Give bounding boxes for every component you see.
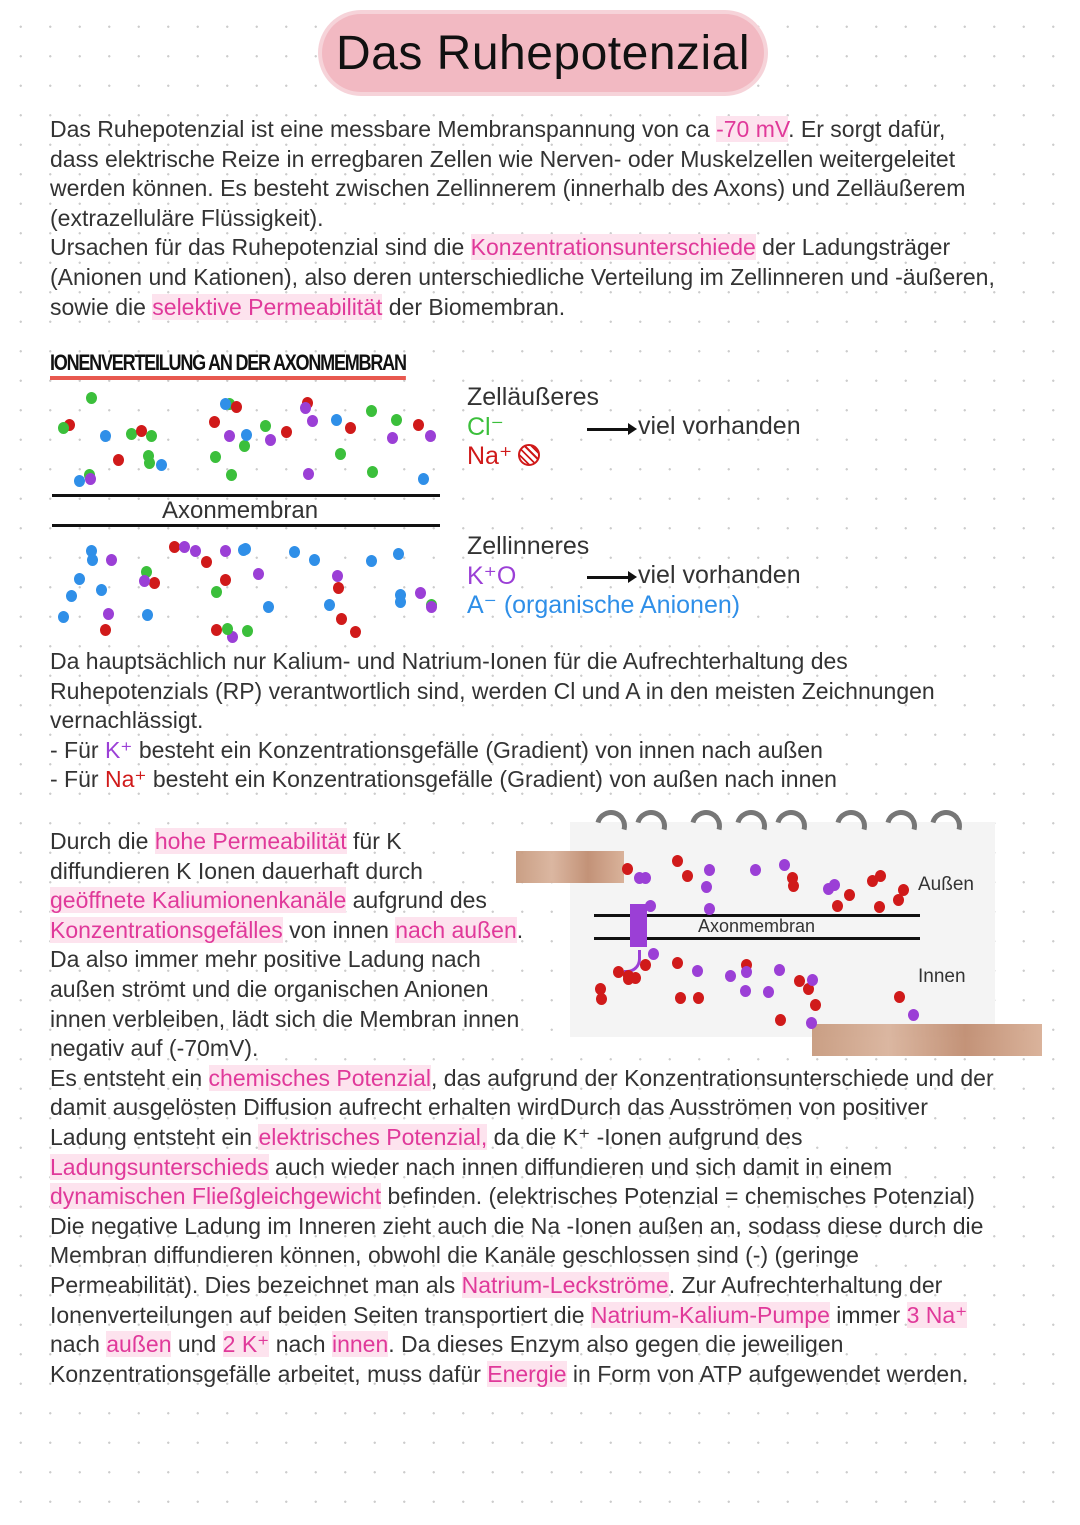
ion-dot [100, 624, 111, 636]
text-segment: innen verbleiben, lädt sich die Membran innen [50, 1005, 520, 1032]
text-line [50, 1241, 994, 1271]
highlighted-term: innen [331, 1331, 389, 1358]
ion-dot [58, 611, 69, 623]
text-line [50, 945, 994, 975]
text-segment: da die K⁺ -Ionen aufgrund des [487, 1123, 803, 1150]
ion-dot [393, 548, 404, 560]
ion-dot [241, 429, 252, 441]
text-segment: Durch die [50, 828, 155, 854]
arrow-icon [587, 576, 631, 579]
ion-dot [336, 613, 347, 625]
ion-dot [413, 419, 424, 431]
potassium-label [467, 561, 516, 591]
ion-dot [596, 993, 607, 1005]
highlighted-term: außen [106, 1331, 172, 1358]
ion-dot [289, 546, 300, 558]
ion-dot [367, 466, 378, 478]
ion-dot [211, 624, 222, 636]
ion-dot [309, 554, 320, 566]
text-line [50, 1153, 994, 1183]
ion-dot [763, 986, 774, 998]
highlighted-term: Konzentrationsgefälles [50, 916, 283, 943]
text-line [50, 115, 995, 145]
ion-dot [810, 999, 821, 1011]
text-segment: sowie die [50, 293, 153, 320]
ion-dot [85, 473, 96, 485]
text-line [50, 174, 995, 204]
ion-dot [672, 855, 683, 867]
text-segment: Es entsteht ein [50, 1064, 209, 1091]
ion-dot [775, 1014, 786, 1026]
ion-dot [693, 992, 704, 1004]
text-segment: aufgrund des [346, 887, 487, 914]
ion-dot [265, 434, 276, 446]
ion-dot [209, 416, 220, 428]
text-line [50, 1005, 994, 1035]
ion-dot [231, 401, 242, 413]
text-line [50, 647, 935, 677]
ion-dot [774, 964, 785, 976]
text-segment: Ladung entsteht ein [50, 1123, 259, 1150]
highlighted-term: Energie [487, 1360, 567, 1387]
ion-dot [281, 426, 292, 438]
ion-dot [146, 430, 157, 442]
ion-dot [220, 574, 231, 586]
ion-dot [324, 599, 335, 611]
text-segment: Permeabilität). Dies bezeichnet man als [50, 1271, 462, 1298]
text-line [50, 204, 995, 234]
ion-dot [426, 601, 437, 613]
text-segment: auch wieder nach innen diffundieren und sich damit in einem [268, 1153, 893, 1180]
highlighted-term: dynamischen Fließgleichgewicht [50, 1183, 382, 1210]
ion-dot [898, 884, 909, 896]
text-line [50, 263, 995, 293]
ion-dot [142, 609, 153, 621]
ion-dot [345, 422, 356, 434]
ion-dot [332, 570, 343, 582]
arrow-icon [587, 428, 631, 431]
ion-dot [391, 414, 402, 426]
highlighted-term: 3 Na⁺ [906, 1301, 968, 1328]
ion-dot [86, 392, 97, 404]
sodium-label: Na⁺ [467, 442, 513, 470]
section-heading: IONENVERTEILUNG AN DER AXONMEMBRAN [50, 350, 406, 380]
ion-dot [139, 575, 150, 587]
ion-dot [136, 425, 147, 437]
text-line [50, 233, 995, 263]
highlighted-term: -70 mV [716, 116, 789, 142]
ion-dot [303, 468, 314, 480]
outside-label: Außen [918, 874, 974, 895]
title-banner [322, 14, 764, 92]
anion-label: A⁻ (organische Anionen) [467, 591, 741, 619]
ion-dot [387, 432, 398, 444]
text-segment: besteht ein Konzentrationsgefälle (Gradient) von innen nach außen [132, 736, 823, 763]
highlighted-term: Natrium-Kalium-Pumpe [590, 1301, 830, 1328]
ion-dot [87, 554, 98, 566]
highlighted-term: geöffnete Kaliumionenkanäle [50, 887, 347, 914]
ion-dot [74, 573, 85, 585]
text-segment: dass elektrische Reize in erregbaren Zellen wie Nerven- oder Muskelzellen weitergeleitet [50, 145, 956, 172]
ion-dot [875, 870, 886, 882]
text-segment: besteht ein Konzentrationsgefälle (Gradient) von außen nach innen [146, 766, 837, 793]
text-segment: damit ausgelösten Diffusion aufrecht erhalten wirdDurch das Ausströmen von positiver [50, 1094, 928, 1121]
ion-dot [253, 568, 264, 580]
text-segment: der Ladungsträger [755, 234, 951, 261]
ion-dot [415, 587, 426, 599]
highlighted-term: nach außen [395, 916, 517, 943]
potassium-text: K⁺ [467, 562, 497, 590]
highlighted-term: elektrisches Potenzial, [258, 1123, 488, 1150]
ion-dot [366, 555, 377, 567]
ion-dot [350, 626, 361, 638]
membrane-label: Axonmembran [162, 497, 319, 524]
text-segment: . Da dieses Enzym also gegen die jeweiligen [388, 1331, 844, 1358]
sodium-hatched-icon [518, 444, 540, 466]
text-line [50, 1123, 994, 1153]
ion-dot [333, 582, 344, 594]
text-segment: - Für [50, 736, 105, 763]
text-segment: Die negative Ladung im Inneren zieht auch die Na -Ionen außen an, sodass diese durch die [50, 1212, 984, 1239]
text-segment: . Er sorgt dafür, [788, 116, 946, 142]
ion-dot [794, 975, 805, 987]
ion-dot [640, 959, 651, 971]
ion-dot [645, 900, 656, 912]
sodium-term: Na⁺ [104, 766, 147, 793]
ion-dot [366, 405, 377, 417]
text-line [50, 827, 994, 857]
text-segment: negativ auf (-70mV). [50, 1035, 259, 1062]
ion-dot [66, 590, 77, 602]
highlighted-term: selektive Permeabilität [152, 293, 383, 320]
text-segment: . [516, 916, 524, 943]
text-segment: vernachlässigt. [50, 707, 204, 734]
ion-dot [179, 541, 190, 553]
ion-dot [201, 556, 212, 568]
text-segment: Da also immer mehr positive Ladung nach [50, 946, 481, 973]
text-line [50, 145, 995, 175]
ion-dot [220, 545, 231, 557]
ion-dot [58, 422, 69, 434]
ion-dot [300, 402, 311, 414]
inside-note: viel vorhanden [638, 561, 801, 589]
text-line [50, 1093, 994, 1123]
text-segment: werden können. Es besteht zwischen Zellinnerem (innerhalb des Axons) und Zelläußerem [50, 175, 966, 202]
text-segment: Ionenverteilungen auf beiden Seiten transportiert die [50, 1301, 591, 1328]
text-line [50, 1182, 994, 1212]
ion-dot [103, 608, 114, 620]
explanation-paragraph [50, 647, 935, 795]
highlighted-term: Konzentrationsunterschiede [470, 234, 756, 261]
ion-dot [395, 596, 406, 608]
ion-dot [113, 454, 124, 466]
text-segment: befinden. (elektrisches Potenzial = chemisches Potenzial) [381, 1183, 975, 1210]
inside-label: Innen [918, 966, 966, 987]
text-line [50, 857, 994, 887]
inside-title: Zellinneres [467, 532, 590, 560]
ion-dot [844, 889, 855, 901]
potassium-term: K⁺ [104, 736, 133, 763]
text-segment: für K [346, 828, 402, 854]
text-segment: Konzentrationsgefälle arbeitet, muss dafür [50, 1360, 488, 1387]
ion-dot [96, 584, 107, 596]
text-line [50, 1271, 994, 1301]
text-segment: Ruhepotenzials (RP) verantwortlich sind, werden Cl und A in den meisten Zeichnungen [50, 677, 935, 704]
text-line [50, 1360, 994, 1390]
ion-dot [100, 430, 111, 442]
ion-dot [701, 881, 712, 893]
text-line [50, 706, 935, 736]
text-segment: . Zur Aufrechterhaltung der [668, 1271, 943, 1298]
text-line [50, 677, 935, 707]
text-segment: diffundieren K Ionen dauerhaft durch [50, 857, 423, 884]
ion-dot [211, 586, 222, 598]
highlighted-term: 2 K⁺ [222, 1331, 270, 1358]
text-line [50, 1330, 994, 1360]
ion-dot [224, 430, 235, 442]
ion-dot [74, 475, 85, 487]
text-line [50, 293, 995, 323]
ion-dot [704, 903, 715, 915]
text-line [50, 1301, 994, 1331]
ion-dot [239, 440, 250, 452]
ion-dot [425, 430, 436, 442]
text-segment: immer [829, 1301, 907, 1328]
highlighted-term: chemisches Potenzial [208, 1064, 431, 1091]
ion-dot [807, 974, 818, 986]
page-title: Das Ruhepotenzial [335, 26, 751, 80]
text-segment: der Biomembran. [382, 293, 566, 320]
text-segment: - Für [50, 766, 105, 793]
outside-note: viel vorhanden [638, 412, 801, 440]
ion-dot [335, 448, 346, 460]
ion-dot [263, 601, 274, 613]
ion-dot [260, 420, 271, 432]
membrane-line-bottom [52, 524, 440, 527]
ion-dot [331, 414, 342, 426]
text-segment: in Form von ATP aufgewendet werden. [566, 1360, 969, 1387]
chloride-label: Cl⁻ [467, 413, 504, 441]
text-segment: Da hauptsächlich nur Kalium- und Natrium-Ionen für die Aufrechterhaltung des [50, 648, 848, 674]
outside-title: Zelläußeres [467, 383, 599, 411]
ion-dot [242, 625, 253, 637]
text-line [50, 1064, 994, 1094]
potassium-symbol: O [496, 562, 517, 590]
ion-dot [226, 469, 237, 481]
ion-dot [704, 864, 715, 876]
membrane-label: Axonmembran [698, 916, 816, 936]
ion-dot [418, 473, 429, 485]
text-line [50, 1034, 994, 1064]
text-segment: von innen [282, 916, 396, 943]
ion-dot [622, 863, 633, 875]
ion-dot [156, 459, 167, 471]
text-segment: Ursachen für das Ruhepotenzial sind die [50, 234, 471, 261]
highlighted-term: Natrium-Leckströme [461, 1271, 669, 1298]
ion-dot [894, 991, 905, 1003]
text-segment: außen strömt und die organischen Anionen [50, 975, 489, 1002]
ion-dot [307, 415, 318, 427]
ion-dot [144, 457, 155, 469]
text-line [50, 975, 994, 1005]
intro-paragraph [50, 115, 995, 322]
ion-dot [648, 948, 659, 960]
text-segment: Das Ruhepotenzial ist eine messbare Membranspannung von ca [50, 116, 717, 142]
text-segment: (extrazelluläre Flüssigkeit). [50, 204, 324, 231]
ion-dot [106, 554, 117, 566]
text-segment: nach [269, 1331, 332, 1358]
text-line [50, 916, 994, 946]
text-segment: nach [50, 1331, 107, 1358]
ion-dot [190, 545, 201, 557]
mechanism-paragraph [50, 827, 994, 1389]
ion-dot [640, 872, 651, 884]
ion-dot [750, 864, 761, 876]
text-line [50, 1212, 994, 1242]
text-line [50, 736, 935, 766]
text-line [50, 765, 935, 795]
highlighted-term: hohe Permeabilität [154, 828, 347, 854]
ion-dot [210, 451, 221, 463]
ion-dot [149, 577, 160, 589]
text-segment: und [171, 1331, 223, 1358]
text-segment: Membran diffundieren können, obwohl die Kanäle geschlossen sind (-) (geringe [50, 1242, 859, 1269]
text-segment: (Anionen und Kationen), also deren unterschiedliche Verteilung im Zellinneren und -äußeren, [50, 263, 995, 290]
highlighted-term: Ladungsunterschieds [50, 1153, 269, 1180]
text-segment: , das aufgrund der Konzentrationsunterschiede und der [431, 1064, 994, 1091]
ion-dot [222, 623, 233, 635]
